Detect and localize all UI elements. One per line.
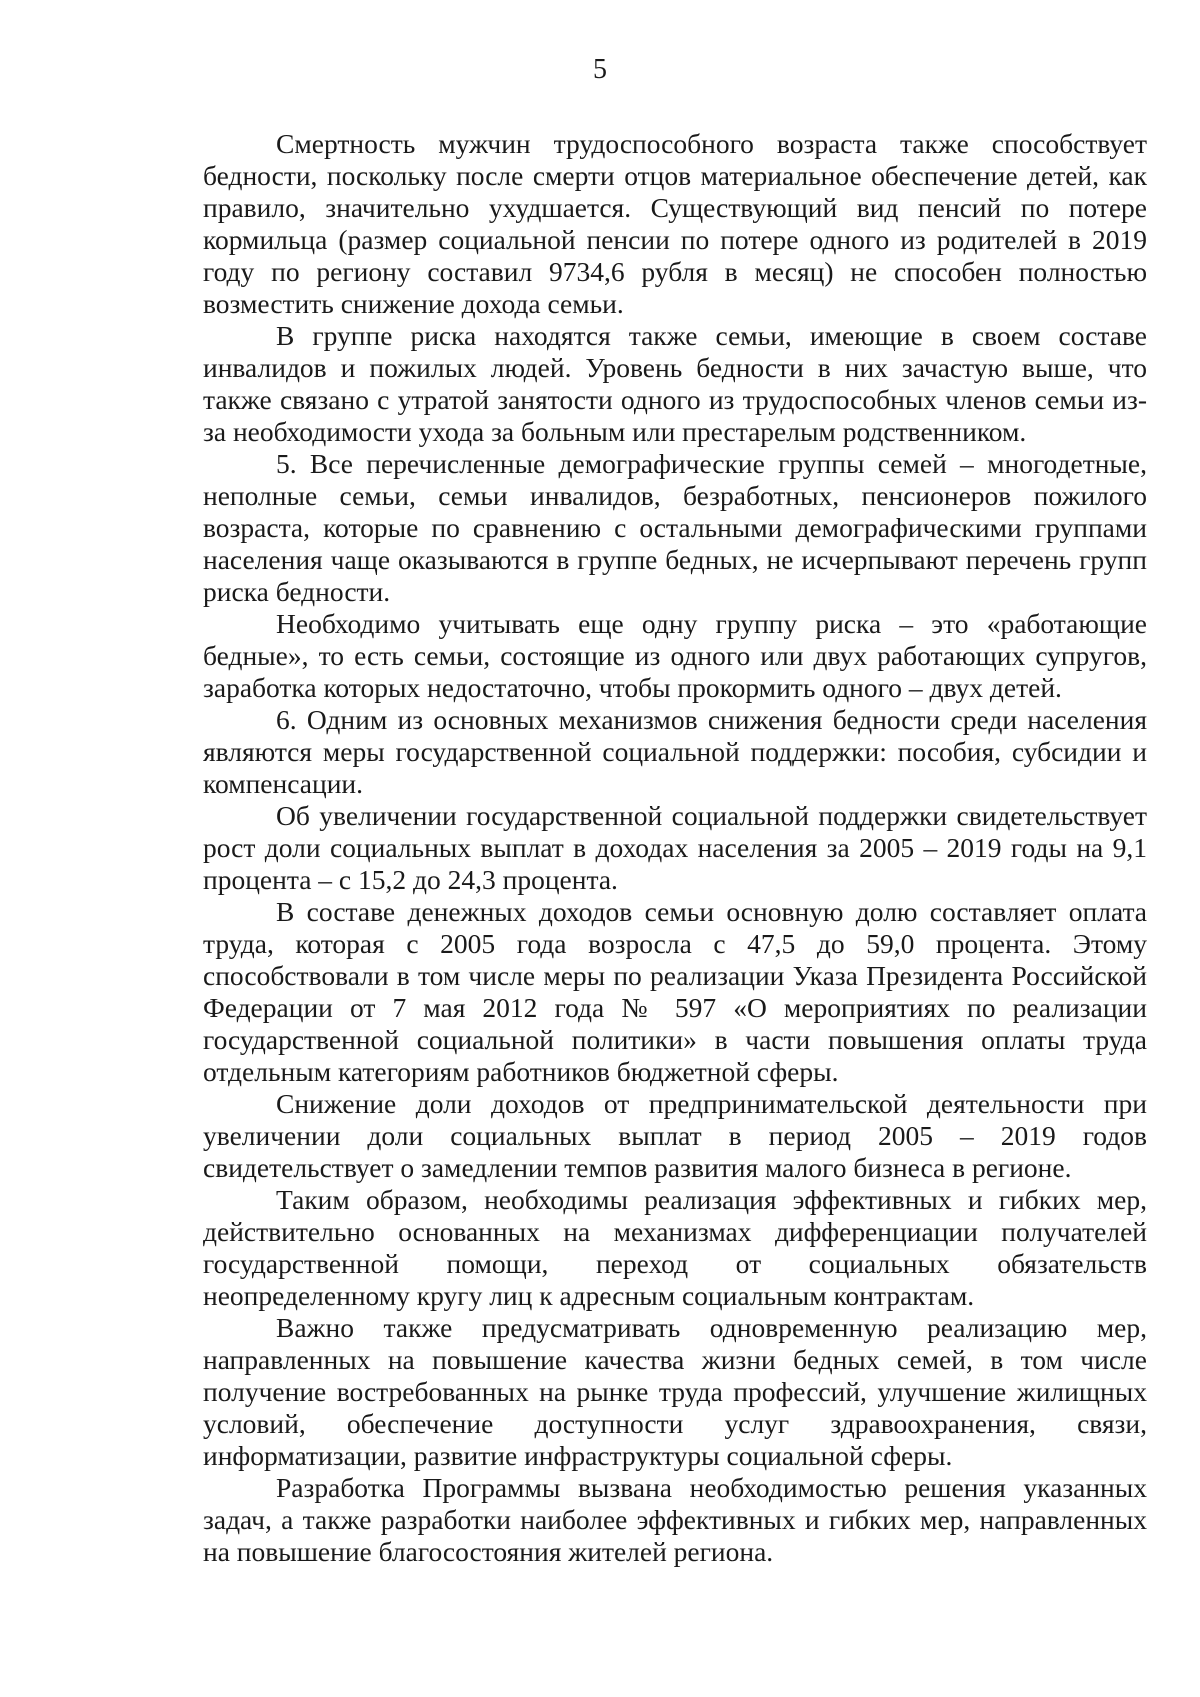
document-body	[203, 128, 1147, 1568]
paragraph-business-income-decline: Снижение доли доходов от предпринимательской деятельности при увеличении доли социальных выплат в период 2005 – 2019 годов свидетельствует о замедлении темпов развития малого бизнеса в регионе.	[203, 1088, 1147, 1183]
paragraph-program-purpose: Разработка Программы вызвана необходимостью решения указанных задач, а также разработки наиболее эффективных и гибких мер, направленных на повышение благосостояния жителей региона.	[203, 1472, 1147, 1567]
paragraph-demographic-groups: 5. Все перечисленные демографические группы семей – многодетные, неполные семьи, семьи инвалидов, безработных, пенсионеров пожилого возраста, которые по сравнению с остальными демографическими группами населения чаще оказываются в группе бедных, не исчерпывают перечень групп риска бедности.	[203, 448, 1147, 607]
paragraph-labor-income-share: В составе денежных доходов семьи основную долю составляет оплата труда, которая с 2005 года возросла с 47,5 до 59,0 процента. Этому способствовали в том числе меры по реализации Указа Президента Российской Федерации от 7 мая 2012 года № 597 «О мероприятиях по реализации государственной социальной политики» в части повышения оплаты труда отдельным категориям работников бюджетной сферы.	[203, 896, 1147, 1087]
page-number: 5	[593, 54, 607, 85]
paragraph-quality-of-life: Важно также предусматривать одновременную реализацию мер, направленных на повышение качества жизни бедных семей, в том числе получение востребованных на рынке труда профессий, улучшение жилищных условий, обеспечение доступности услуг здравоохранения, связи, информатизации, развитие инфраструктуры социальной сферы.	[203, 1312, 1147, 1471]
paragraph-working-poor: Необходимо учитывать еще одну группу риска – это «работающие бедные», то есть семьи, состоящие из одного или двух работающих супругов, заработка которых недостаточно, чтобы прокормить одного – двух детей.	[203, 608, 1147, 703]
paragraph-social-support-measures: 6. Одним из основных механизмов снижения бедности среди населения являются меры государственной социальной поддержки: пособия, субсидии и компенсации.	[203, 704, 1147, 799]
paragraph-disabled-elderly-risk: В группе риска находятся также семьи, имеющие в своем составе инвалидов и пожилых людей. Уровень бедности в них зачастую выше, что также связано с утратой занятости одного из трудоспособных членов семьи из-за необходимости ухода за больным или престарелым родственником.	[203, 320, 1147, 447]
paragraph-male-mortality: Смертность мужчин трудоспособного возраста также способствует бедности, поскольку после смерти отцов материальное обеспечение детей, как правило, значительно ухудшается. Существующий вид пенсий по потере кормильца (размер социальной пенсии по потере одного из родителей в 2019 году по региону составил 9734,6 рубля в месяц) не способен полностью возместить снижение дохода семьи.	[203, 128, 1147, 319]
paragraph-social-payments-share: Об увеличении государственной социальной поддержки свидетельствует рост доли социальных выплат в доходах населения за 2005 – 2019 годы на 9,1 процента – с 15,2 до 24,3 процента.	[203, 800, 1147, 895]
paragraph-targeted-measures: Таким образом, необходимы реализация эффективных и гибких мер, действительно основанных на механизмах дифференциации получателей государственной помощи, переход от социальных обязательств неопределенному кругу лиц к адресным социальным контрактам.	[203, 1184, 1147, 1311]
